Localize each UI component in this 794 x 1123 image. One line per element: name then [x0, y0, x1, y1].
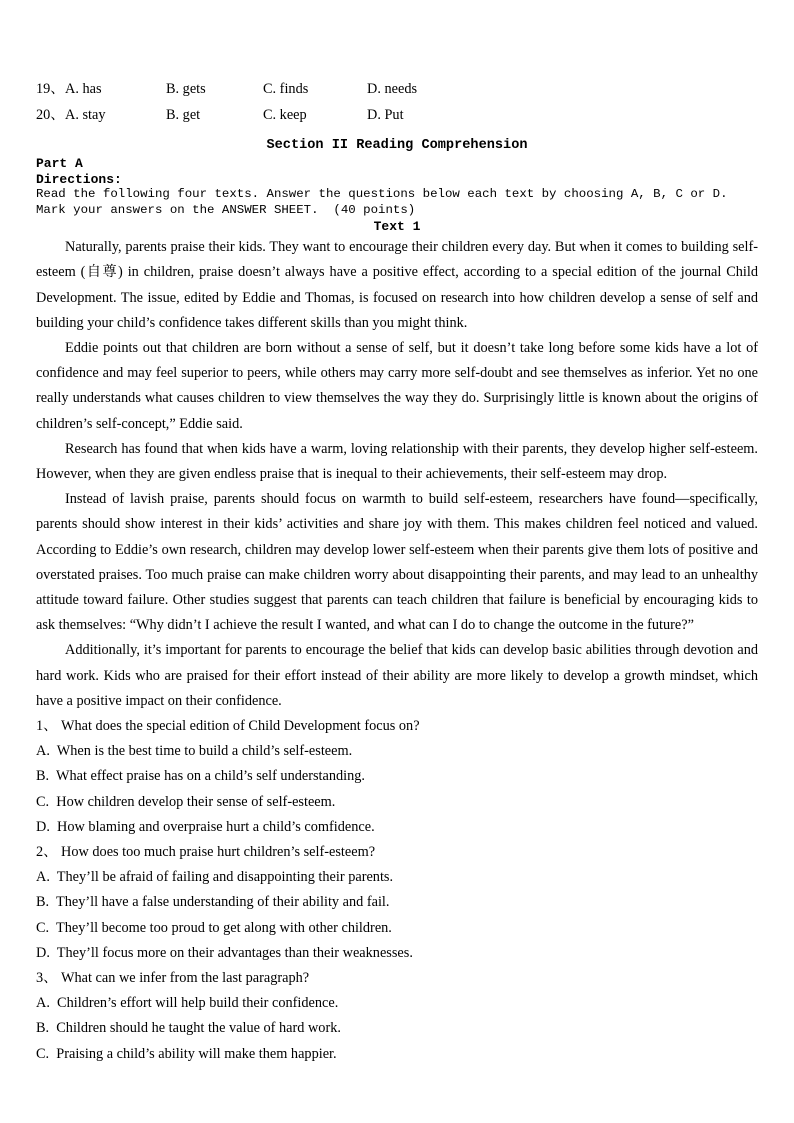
cloze-row-20: [36, 102, 758, 128]
cloze-row-19: [36, 76, 758, 102]
question-number: 19、: [36, 81, 65, 97]
passage-paragraph-2: Eddie points out that children are born without a sense of self, but it doesn’t take long before some kids have a lot of confidence and may feel superior to peers, while others may carry more self-doubt and see themselves as inferior. Yet no one really understands what causes children to view themselves the way they do. Surprisingly little is known about the origins of children’s self-concept,” Eddie said.: [36, 340, 758, 432]
question-stem: 2、 How does too much praise hurt children’s self-esteem?: [36, 844, 376, 861]
question-option-c: C. How children develop their sense of self-esteem.: [36, 793, 336, 810]
question-stem: 3、 What can we infer from the last paragraph?: [36, 970, 310, 987]
question-block-1: [36, 714, 758, 840]
question-option-c: C. They’ll become too proud to get along with other children.: [36, 919, 392, 936]
cloze-option-d: D. needs: [367, 81, 418, 97]
passage-paragraph-1: Naturally, parents praise their kids. They want to encourage their children every day. But when it comes to building self-esteem (自尊) in children, praise doesn’t always have a positive effect, according to a special edition of the journal Child Development. The issue, edited by Eddie and Thomas, is focused on research into how children develop a sense of self and building your child’s confidence takes different skills than you might think.: [36, 239, 758, 331]
cloze-option-a: A. has: [65, 81, 102, 97]
question-option-a: A. When is the best time to build a child’s self-esteem.: [36, 743, 353, 760]
part-label: Part A: [36, 156, 83, 171]
passage-paragraph-4: Instead of lavish praise, parents should focus on warmth to build self-esteem, researchers have found—specifically, parents should show interest in their kids’ activities and share joy with them. This makes children feel noticed and valued. According to Eddie’s own research, children may develop lower self-esteem when their parents give them lots of positive and overstated praises. Too much praise can make children worry about disappointing their parents, and may lead to an unhealthy attitude toward failure. Other studies suggest that parents can teach children that failure is beneficial by encouraging kids to ask themselves: “Why didn’t I achieve the result I wanted, and what can I do to change the outcome in the future?”: [36, 491, 758, 634]
question-option-b: B. Children should he taught the value of hard work.: [36, 1020, 341, 1037]
question-option-b: B. What effect praise has on a child’s self understanding.: [36, 768, 366, 785]
section-title: Section II Reading Comprehension: [266, 138, 528, 153]
question-option-a: A. Children’s effort will help build their confidence.: [36, 995, 339, 1012]
question-block-2: [36, 840, 758, 966]
cloze-option-c: C. finds: [263, 81, 309, 97]
cloze-option-b: B. get: [166, 107, 201, 123]
question-stem: 1、 What does the special edition of Child Development focus on?: [36, 718, 420, 735]
question-option-c: C. Praising a child’s ability will make them happier.: [36, 1045, 337, 1062]
question-number: 20、: [36, 107, 65, 123]
question-option-d: D. They’ll focus more on their advantages than their weaknesses.: [36, 944, 413, 961]
cloze-option-b: B. gets: [166, 81, 206, 97]
question-block-3: [36, 966, 758, 1067]
question-option-d: D. How blaming and overpraise hurt a child’s comfidence.: [36, 818, 375, 835]
passage-paragraph-5: Additionally, it’s important for parents to encourage the belief that kids can develop basic abilities through devotion and hard work. Kids who are praised for their effort instead of their ability are more likely to develop a growth mindset, which have a positive impact on their confidence.: [36, 642, 758, 709]
cloze-option-d: D. Put: [367, 107, 404, 123]
cloze-option-a: A. stay: [65, 107, 106, 123]
text-title: Text 1: [373, 219, 421, 235]
cloze-option-c: C. keep: [263, 107, 307, 123]
question-option-a: A. They’ll be afraid of failing and disappointing their parents.: [36, 869, 394, 886]
directions-text: Read the following four texts. Answer the questions below each text by choosing A, B, C or D. Mark your answers on the ANSWER SHEET. (40 points): [36, 187, 735, 217]
directions-label: Directions:: [36, 171, 122, 187]
question-option-b: B. They’ll have a false understanding of their ability and fail.: [36, 894, 390, 911]
passage-paragraph-3: Research has found that when kids have a warm, loving relationship with their parents, they develop higher self-esteem. However, when they are given endless praise that is inequal to their achievements, their self-esteem may drop.: [36, 440, 758, 483]
